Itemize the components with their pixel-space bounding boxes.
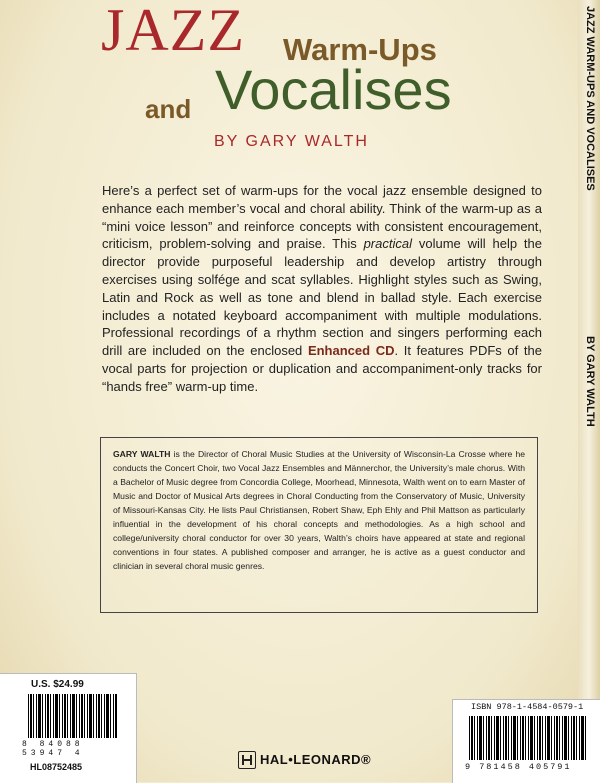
product-code: HL08752485 <box>30 762 83 772</box>
upc-barcode <box>28 694 118 738</box>
price-sticker <box>0 673 137 783</box>
publisher-name: HAL•LEONARD® <box>260 752 372 767</box>
upc-digits: 8 84088 53947 4 <box>22 740 84 758</box>
isbn-sticker <box>452 699 600 783</box>
author-bio-box <box>100 437 538 613</box>
price-label: U.S. $24.99 <box>31 679 84 690</box>
spine-title: JAZZ WARM-UPS AND VOCALISES <box>584 6 596 191</box>
hal-leonard-icon <box>238 751 256 769</box>
description-bold: Enhanced CD <box>307 343 395 359</box>
spine-author: BY GARY WALTH <box>584 336 596 427</box>
title-warmups: Warm-Ups <box>283 32 437 67</box>
isbn-digits: 9 781458 405791 <box>465 762 572 772</box>
description-text-1: Here’s a perfect set of warm-ups for the vocal jazz ensemble designed to enhance each member’s vocal and choral ability. Think of the warm-up as a “mini voice lesson” and reinforce concepts with consistent encouragement, criticism, problem-solving and praise. This <box>102 183 542 252</box>
author-byline: BY GARY WALTH <box>214 133 369 150</box>
bio-name: GARY WALTH <box>113 449 171 459</box>
title-and: and <box>145 94 192 124</box>
isbn-barcode <box>469 716 587 760</box>
description-text-3: . It features PDFs of the vocal parts for projection or duplication and accompaniment-only tracks for “hands free” warm-up time. <box>102 343 542 394</box>
book-description <box>102 182 542 396</box>
description-emphasis: practical <box>363 236 412 252</box>
bio-text: is the Director of Choral Music Studies at the University of Wisconsin-La Crosse where he conducts the Concert Choir, two Vocal Jazz Ensembles and Männerchor, the University’s male chorus. With a Bachelor of Music degree from Concordia College, Moorhead, Minnesota, Walth went on to earn Master of Music and Doctor of Musical Arts degrees in Choral Conducting from the Conservatory of Music, University of Missouri-Kansas City. He lists Paul Christiansen, Robert Shaw, Eph Ehly and Phil Mattson as particularly influential in the development of his choral concepts and methodologies. As a high school and college/university choral conductor for over 30 years, Walth’s choirs have appeared at state and regional conventions in four states. A published composer and arranger, he is active as a guest conductor and clinician in several choral music genres. <box>113 449 526 571</box>
title-vocalises: Vocalises <box>215 58 452 121</box>
isbn-label: ISBN 978-1-4584-0579-1 <box>471 702 584 712</box>
description-text-2: volume will help the director provide purposeful leadership and develop artistry through exercises using solfége and scat syllables. Highlight styles such as Swing, Latin and Rock as well as tone and blend in ballad style. Each exercise includes a notated keyboard accompaniment with multiple modulations. Professional recordings of a rhythm section and singers performing each drill are included on the enclosed <box>102 236 542 359</box>
spine <box>578 0 600 782</box>
author-bio <box>113 447 525 573</box>
title-jazz: JAZZ <box>101 0 245 63</box>
